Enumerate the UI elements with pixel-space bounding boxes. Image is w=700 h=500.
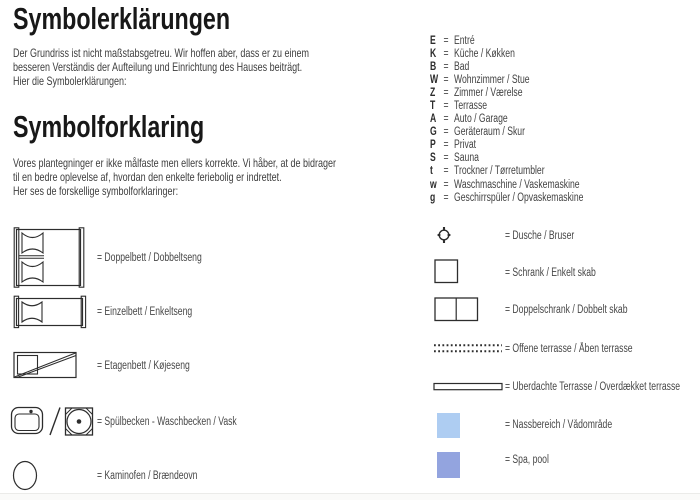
paragraph-line: besseren Verständis der Aufteilung und Einrichtung des Hauses beiträgt. [13,60,303,74]
page-title-danish: Symbolforklaring [13,109,205,144]
letter-key: P [430,139,436,152]
letter-meaning: Wohnzimmer / Stue [454,74,530,87]
symbol-label: = Spülbecken - Waschbecken / Vask [97,416,237,428]
equals-sign: = [443,35,449,47]
letter-key: W [430,74,439,87]
double-cabinet-icon [434,297,479,322]
equals-sign: = [443,191,449,204]
equals-sign: = [443,100,449,113]
page-title-german: Symbolerklärungen [13,1,231,36]
paragraph-line: Hier die Symbolerklärungen: [13,74,127,88]
letter-row [430,61,583,74]
letter-row [430,74,583,87]
letter-row [430,35,583,48]
symbol-label: = Offene terrasse / Åben terrasse [505,343,633,355]
symbol-label: = Nassbereich / Vådområde [505,419,613,431]
letter-meaning: Zimmer / Værelse [454,87,523,100]
page-bottom-edge [0,493,700,500]
letter-key: g [430,191,436,204]
letter-key: B [430,61,437,74]
letter-row [430,179,583,192]
letter-key: K [430,48,437,61]
letter-meaning: Privat [454,139,477,152]
letter-meaning: Terrasse [454,100,488,113]
letter-key: t [430,165,433,178]
equals-sign: = [443,152,449,165]
wet-area-swatch [437,413,460,438]
letter-meaning: Sauna [454,152,479,165]
covered-terrace-icon [433,382,503,392]
letter-row [430,139,583,152]
letter-meaning: Entré [454,35,475,47]
intro-paragraph-danish [13,156,336,198]
wood-stove-icon [12,460,40,491]
letter-meaning: Bad [454,61,470,74]
equals-sign: = [443,165,449,178]
intro-paragraph-german [13,46,309,88]
letter-row [430,113,583,126]
double-bed-icon [13,227,85,288]
paragraph-line: Der Grundriss ist nicht maßstabsgetreu. Wir hoffen aber, dass er zu einem [13,46,309,60]
letter-meaning: Geräteraum / Skur [454,126,525,139]
letter-meaning: Auto / Garage [454,113,508,126]
symbol-label: = Spa, pool [505,454,549,466]
letter-row [430,152,583,165]
equals-sign: = [443,178,449,191]
letter-key: A [430,113,437,126]
letter-row [430,87,583,100]
letter-row [430,48,583,61]
paragraph-line: Vores plantegninger er ikke målfaste men ellers korrekte. Vi håber, at de bidrager [13,156,337,170]
equals-sign: = [443,74,449,87]
letter-meaning: Geschirrspüler / Opvaskemaskine [454,191,584,204]
paragraph-line: Her ses de forskellige symbolforklaringer: [13,184,179,198]
paragraph-line: til en bedre oplevelse af, hvordan den enkelte feriebolig er indrettet. [13,170,282,184]
symbol-label: = Überdachte Terrasse / Overdækket terrasse [505,381,681,393]
bunk-bed-icon [13,351,77,379]
letter-key: G [430,126,437,139]
letter-key: T [430,100,436,113]
letter-key: w [430,178,437,191]
letter-row [430,126,583,139]
cabinet-icon [434,259,459,284]
letter-row [430,100,583,113]
equals-sign: = [443,48,449,61]
letter-meaning: Küche / Køkken [454,48,515,61]
symbol-label: = Schrank / Enkelt skab [505,267,596,279]
spa-pool-swatch [437,452,460,478]
sink-washbasin-icon [10,405,94,439]
equals-sign: = [443,113,449,126]
shower-icon [435,224,453,246]
equals-sign: = [443,87,449,100]
equals-sign: = [443,126,449,139]
symbol-label: = Doppelschrank / Dobbelt skab [505,304,628,316]
symbol-label: = Einzelbett / Enkeltseng [97,306,193,318]
open-terrace-icon [433,343,503,354]
equals-sign: = [443,61,449,74]
symbol-label: = Dusche / Bruser [505,230,575,242]
letter-row [430,192,583,205]
symbol-label: = Etagenbett / Køjeseng [97,360,190,372]
letter-meaning: Waschmaschine / Vaskemaskine [454,178,580,191]
equals-sign: = [443,139,449,152]
letter-row [430,165,583,178]
single-bed-icon [13,295,87,329]
letter-key: E [430,35,436,47]
symbol-label: = Doppelbett / Dobbeltseng [97,252,202,264]
letter-key: Z [430,87,436,100]
letter-key: S [430,152,436,165]
symbol-label: = Kaminofen / Brændeovn [97,470,198,482]
letter-meaning: Trockner / Tørretumbler [454,165,545,178]
letter-legend [430,35,583,205]
